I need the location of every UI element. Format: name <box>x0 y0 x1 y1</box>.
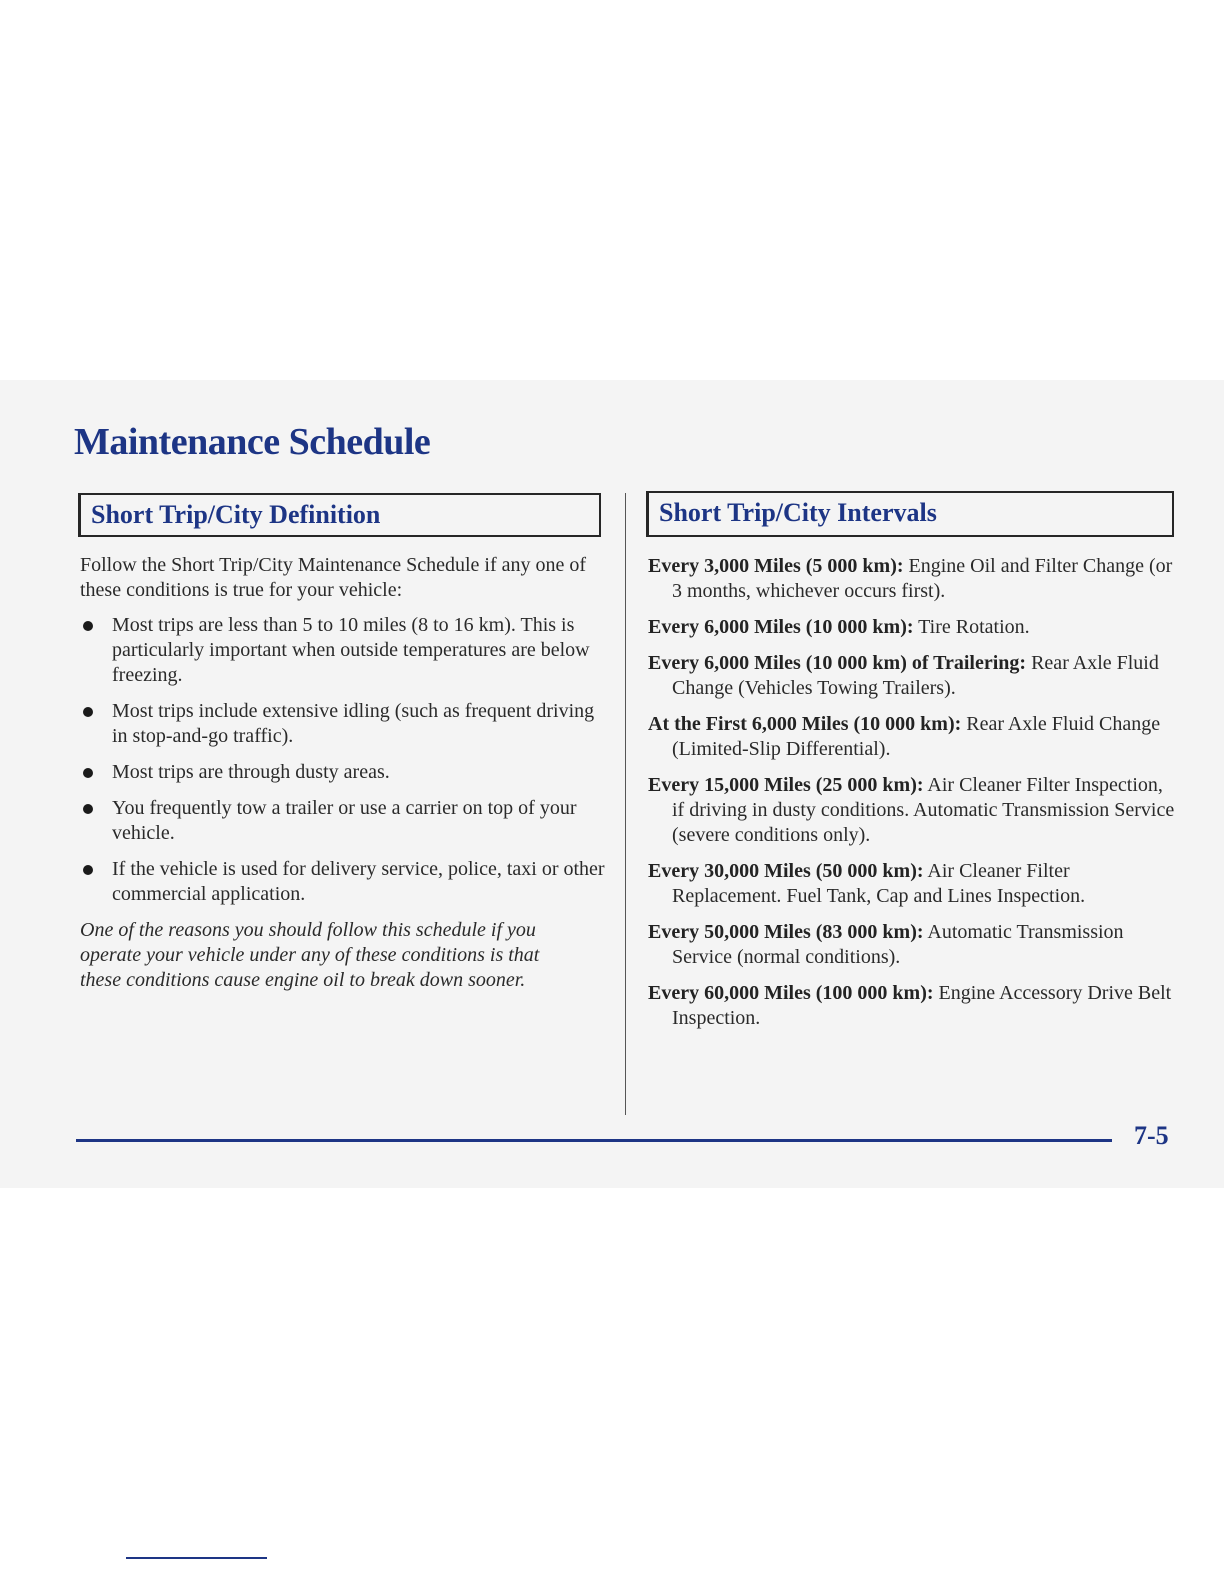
bullet-icon <box>83 621 93 631</box>
page-number: 7-5 <box>1134 1121 1169 1150</box>
interval-item <box>648 859 1176 909</box>
interval-text: Rear Axle Fluid Change (Vehicles Towing Trailers). <box>672 652 1159 699</box>
interval-label: Every 50,000 Miles (83 000 km): <box>648 921 924 943</box>
interval-text: Engine Oil and Filter Change (or 3 months, whichever occurs first). <box>672 555 1173 602</box>
footer-rule <box>76 1139 1112 1142</box>
interval-item <box>648 554 1176 604</box>
interval-text: Air Cleaner Filter Inspection, if driving in dusty conditions. Automatic Transmission Service (severe conditions only). <box>672 774 1175 846</box>
interval-text: Automatic Transmission Service (normal conditions). <box>672 921 1124 968</box>
definition-note: One of the reasons you should follow this schedule if you operate your vehicle under any of these conditions is that these conditions cause engine oil to break down sooner. <box>80 919 540 991</box>
interval-text: Engine Accessory Drive Belt Inspection. <box>672 982 1172 1029</box>
condition-item <box>80 760 605 785</box>
interval-item <box>648 712 1176 762</box>
interval-item <box>648 651 1176 701</box>
interval-label: Every 6,000 Miles (10 000 km): <box>648 616 914 638</box>
bottom-rule-mark <box>126 1557 267 1559</box>
condition-item <box>80 796 605 846</box>
bullet-icon <box>83 804 93 814</box>
interval-item <box>648 773 1176 848</box>
short-trip-intervals-heading: Short Trip/City Intervals <box>659 498 937 527</box>
short-trip-definition-heading: Short Trip/City Definition <box>91 500 381 529</box>
interval-label: At the First 6,000 Miles (10 000 km): <box>648 713 962 735</box>
interval-item <box>648 615 1176 640</box>
condition-item <box>80 699 605 749</box>
condition-item <box>80 857 605 907</box>
short-trip-definition-heading-box <box>78 493 601 537</box>
bullet-icon <box>83 707 93 717</box>
interval-item <box>648 981 1176 1031</box>
interval-label: Every 15,000 Miles (25 000 km): <box>648 774 924 796</box>
condition-text: Most trips include extensive idling (such as frequent driving in stop-and-go traffic). <box>112 700 595 747</box>
bullet-icon <box>83 865 93 875</box>
page-title: Maintenance Schedule <box>74 421 431 463</box>
interval-label: Every 30,000 Miles (50 000 km): <box>648 860 924 882</box>
condition-text: Most trips are through dusty areas. <box>112 761 390 783</box>
interval-text: Tire Rotation. <box>918 616 1030 638</box>
short-trip-intervals-heading-box <box>646 491 1174 537</box>
intervals-column <box>648 554 1176 1042</box>
definition-column <box>80 553 605 993</box>
column-divider <box>625 493 626 1115</box>
condition-text: If the vehicle is used for delivery service, police, taxi or other commercial application. <box>112 858 605 905</box>
condition-text: You frequently tow a trailer or use a carrier on top of your vehicle. <box>112 797 577 844</box>
interval-label: Every 6,000 Miles (10 000 km) of Trailering: <box>648 652 1027 674</box>
condition-text: Most trips are less than 5 to 10 miles (8 to 16 km). This is particularly important when outside temperatures are below freezing. <box>112 614 590 686</box>
interval-label: Every 60,000 Miles (100 000 km): <box>648 982 934 1004</box>
interval-text: Rear Axle Fluid Change (Limited-Slip Differential). <box>672 713 1161 760</box>
definition-intro: Follow the Short Trip/City Maintenance Schedule if any one of these conditions is true for your vehicle: <box>80 554 587 601</box>
interval-text: Air Cleaner Filter Replacement. Fuel Tank, Cap and Lines Inspection. <box>672 860 1086 907</box>
bullet-icon <box>83 768 93 778</box>
condition-item <box>80 613 605 688</box>
interval-item <box>648 920 1176 970</box>
condition-list <box>80 613 605 907</box>
interval-label: Every 3,000 Miles (5 000 km): <box>648 555 904 577</box>
